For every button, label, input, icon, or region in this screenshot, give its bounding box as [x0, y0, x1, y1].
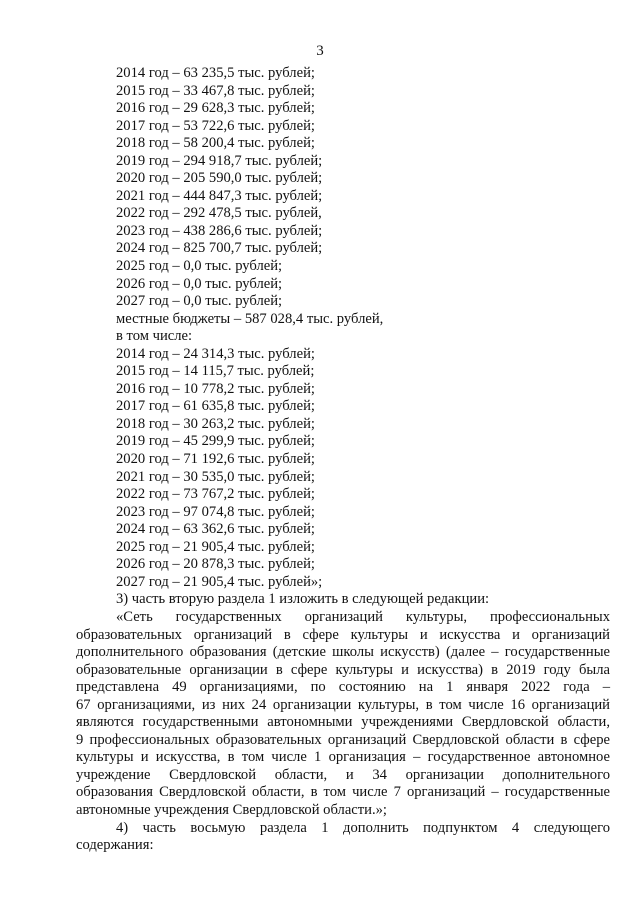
- text-line: 2025 год – 0,0 тыс. рублей;: [116, 258, 283, 275]
- text-line: 2024 год – 825 700,7 тыс. рублей;: [116, 240, 323, 257]
- text-line: 2021 год – 30 535,0 тыс. рублей;: [116, 468, 315, 485]
- text-line: образовательных организаций в сфере культуры и искусства и организаций: [76, 626, 610, 643]
- text-line: 4) часть восьмую раздела 1 дополнить подпунктом 4 следующего: [116, 819, 610, 836]
- item-4-paragraph: [76, 820, 610, 855]
- regional-budget-list: [76, 65, 610, 311]
- text-line: 2015 год – 33 467,8 тыс. рублей;: [116, 82, 315, 99]
- text-line: 2023 год – 97 074,8 тыс. рублей;: [116, 503, 315, 520]
- text-line: 2018 год – 30 263,2 тыс. рублей;: [116, 415, 315, 432]
- text-line: 2017 год – 61 635,8 тыс. рублей;: [116, 398, 315, 415]
- text-line: 2025 год – 21 905,4 тыс. рублей;: [116, 538, 315, 555]
- text-line: культуры и искусства, в том числе 1 организация – государственное автономное: [76, 749, 610, 766]
- page-number: 3: [316, 43, 324, 59]
- text-line: 2019 год – 45 299,9 тыс. рублей;: [116, 433, 315, 450]
- text-line: 2019 год – 294 918,7 тыс. рублей;: [116, 152, 323, 169]
- text-line: 2026 год – 20 878,3 тыс. рублей;: [116, 556, 315, 573]
- text-line: 2018 год – 58 200,4 тыс. рублей;: [116, 135, 315, 152]
- text-line: 2022 год – 73 767,2 тыс. рублей;: [116, 486, 315, 503]
- text-line: дополнительного образования (детские школы искусств) (далее – государственные: [76, 644, 610, 661]
- text-line: содержания:: [76, 837, 154, 854]
- local-budget-list: [76, 346, 610, 592]
- text-line: 2020 год – 205 590,0 тыс. рублей;: [116, 170, 323, 187]
- text-line: представлена 49 организациями, по состоянию на 1 января 2022 года –: [76, 679, 610, 696]
- text-line: 2026 год – 0,0 тыс. рублей;: [116, 275, 283, 292]
- text-line: учреждение Свердловской области, и 34 организации дополнительного: [76, 766, 610, 783]
- including-label: в том числе:: [116, 328, 193, 345]
- text-line: 2027 год – 0,0 тыс. рублей;: [116, 293, 283, 310]
- text-line: 2027 год – 21 905,4 тыс. рублей»;: [116, 573, 323, 590]
- text-line: 9 профессиональных образовательных организаций Свердловской области в сфере: [76, 731, 610, 748]
- text-line: 2014 год – 63 235,5 тыс. рублей;: [116, 65, 315, 81]
- text-line: 2023 год – 438 286,6 тыс. рублей;: [116, 222, 323, 239]
- text-line: 2015 год – 14 115,7 тыс. рублей;: [116, 363, 315, 380]
- text-line: образовательные организации в сфере культуры и искусства) в 2019 году была: [76, 661, 610, 678]
- text-line: 2021 год – 444 847,3 тыс. рублей;: [116, 187, 323, 204]
- document-body: [76, 65, 610, 855]
- text-line: 67 организациями, из них 24 организации культуры, в том числе 16 организаций: [76, 696, 610, 713]
- text-line: 2022 год – 292 478,5 тыс. рублей,: [116, 205, 322, 222]
- quoted-paragraph: [76, 609, 610, 820]
- text-line: 2020 год – 71 192,6 тыс. рублей;: [116, 451, 315, 468]
- text-line: автономные учреждения Свердловской области.»;: [76, 801, 387, 818]
- text-line: 2014 год – 24 314,3 тыс. рублей;: [116, 345, 315, 362]
- text-line: 2016 год – 29 628,3 тыс. рублей;: [116, 100, 315, 117]
- text-line: «Сеть государственных организаций культуры, профессиональных: [116, 608, 610, 625]
- text-line: 2016 год – 10 778,2 тыс. рублей;: [116, 380, 315, 397]
- text-line: образования Свердловской области, в том числе 7 организаций – государственные: [76, 784, 610, 801]
- text-line: являются государственными автономными учреждениями Свердловской области,: [76, 714, 610, 731]
- text-line: 2024 год – 63 362,6 тыс. рублей;: [116, 521, 315, 538]
- text-line: 2017 год – 53 722,6 тыс. рублей;: [116, 117, 315, 134]
- item-3-text: 3) часть вторую раздела 1 изложить в следующей редакции:: [116, 591, 490, 608]
- local-budget-heading: местные бюджеты – 587 028,4 тыс. рублей,: [116, 310, 384, 327]
